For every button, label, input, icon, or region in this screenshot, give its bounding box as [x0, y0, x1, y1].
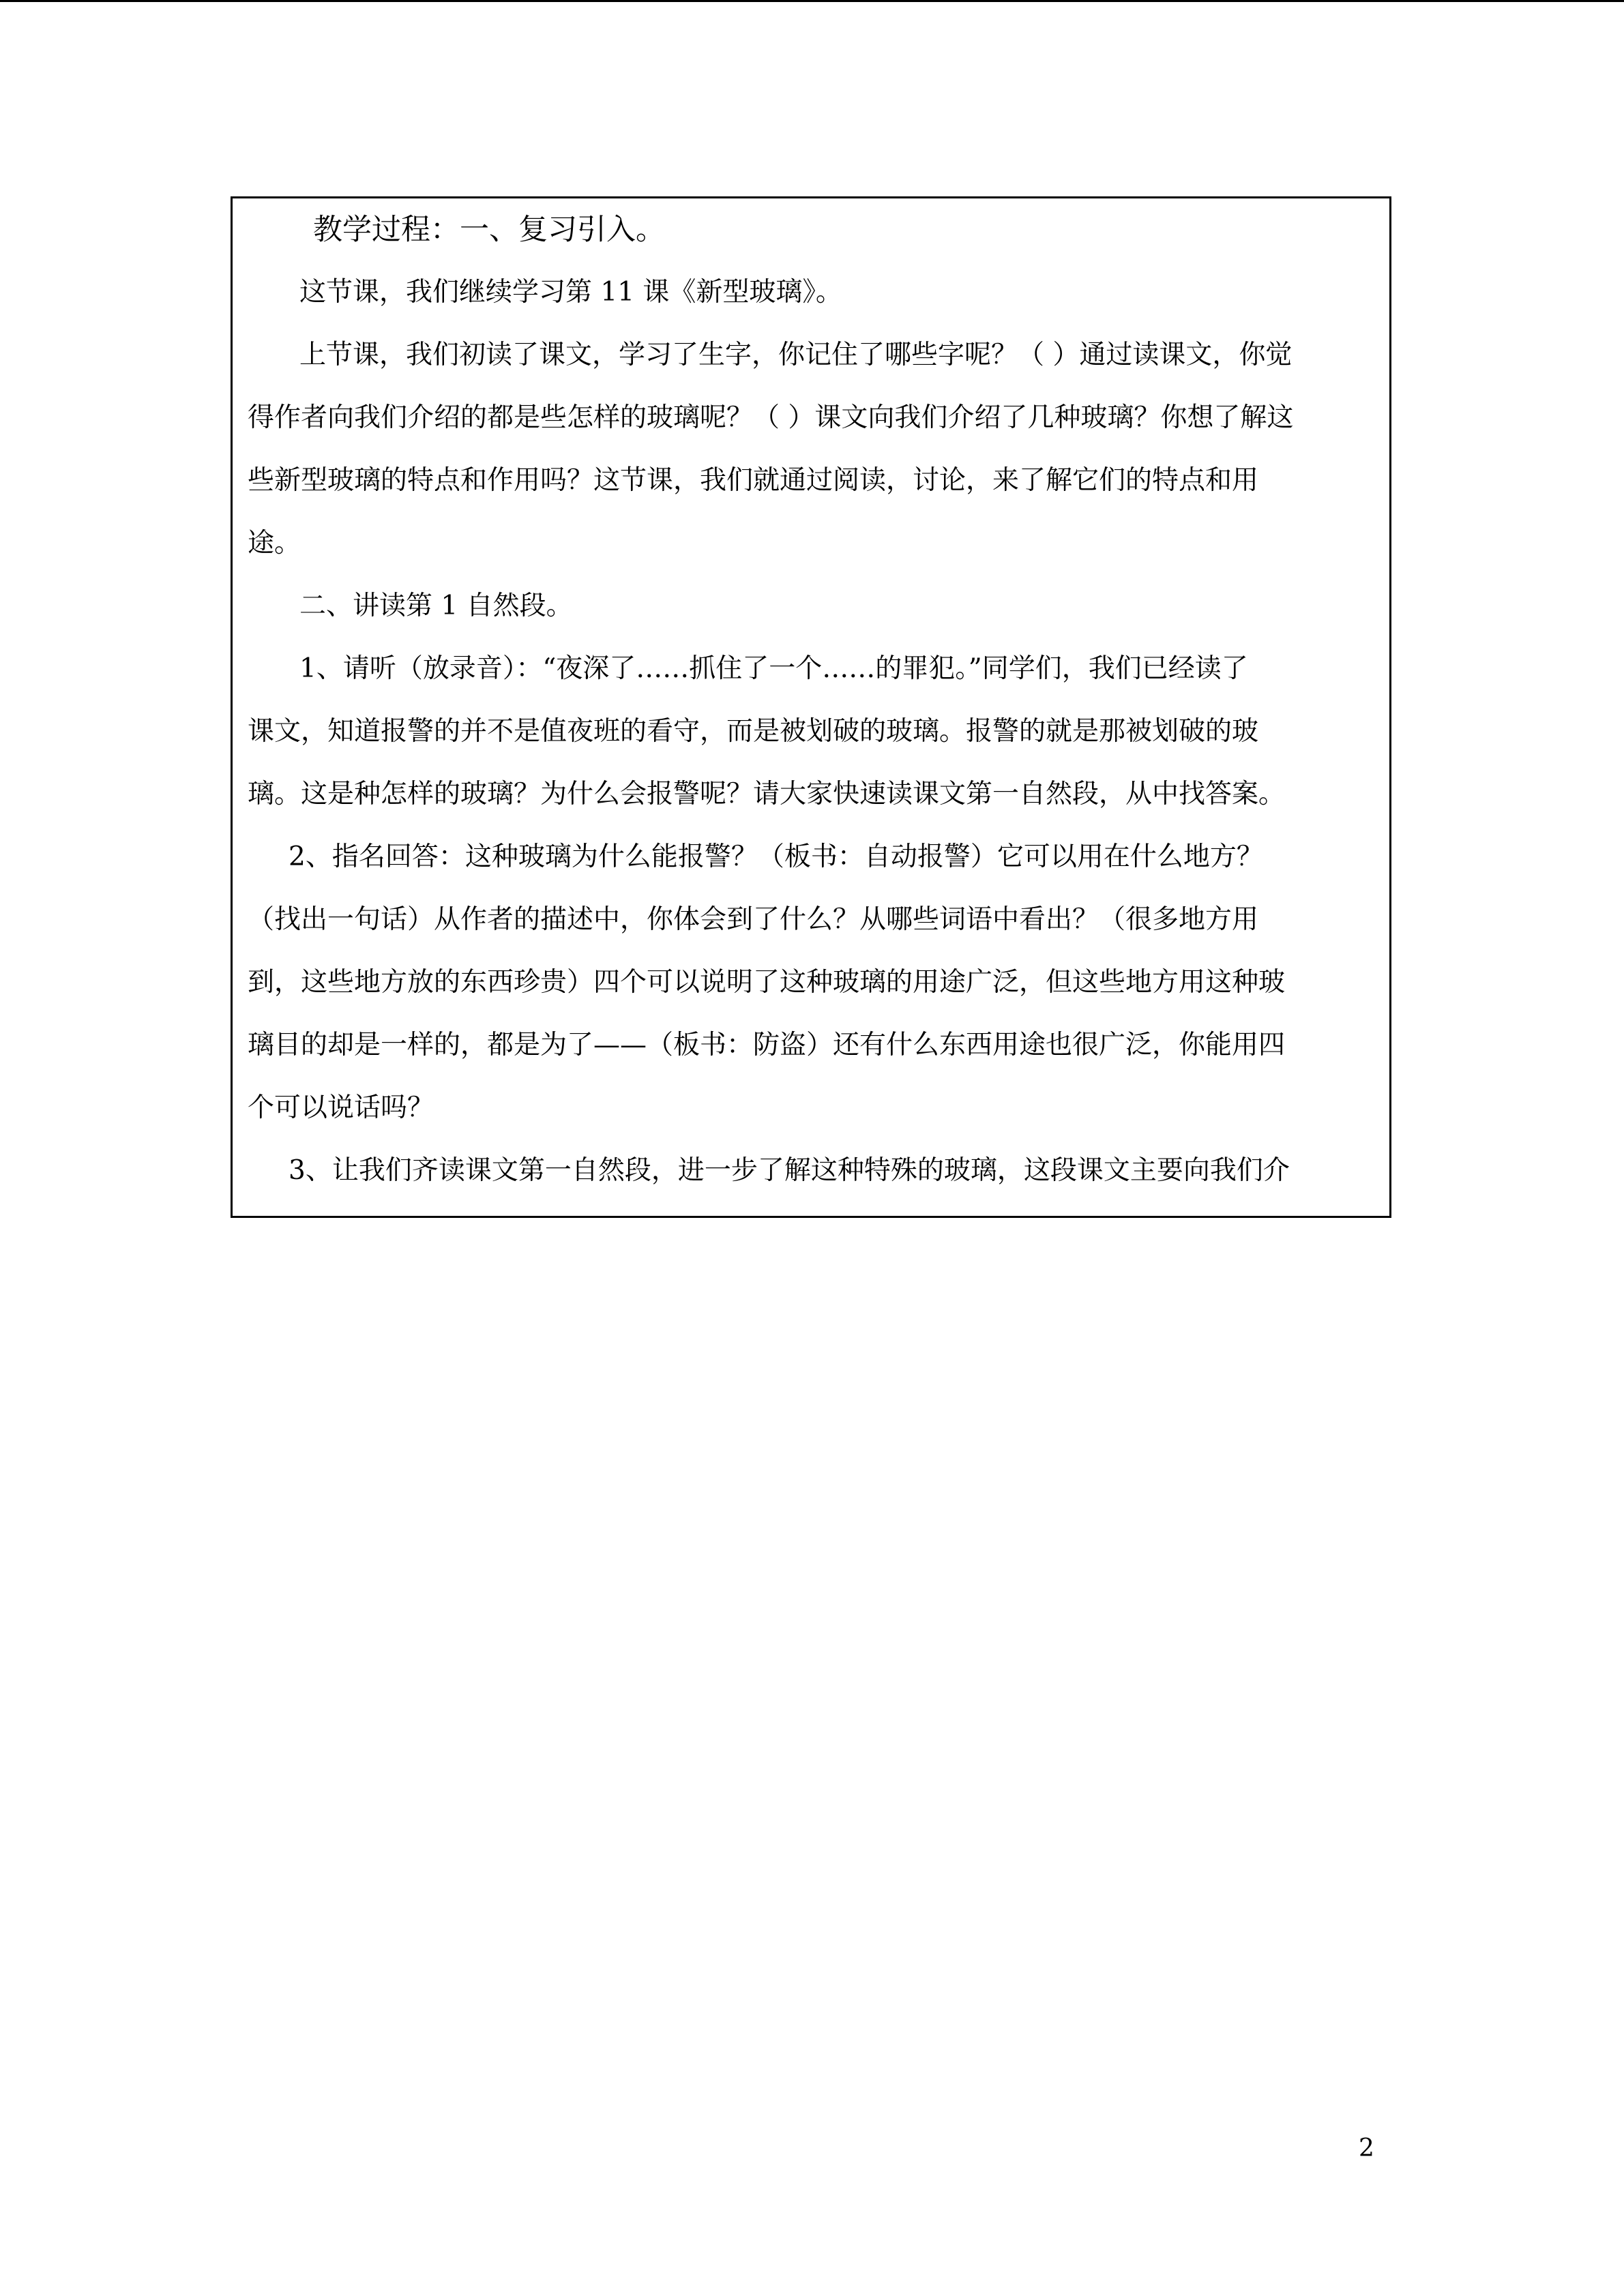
paragraph-line: 个可以说话吗？ [248, 1092, 434, 1123]
paragraph-line: 些新型玻璃的特点和作用吗？这节课，我们就通过阅读，讨论，来了解它们的特点和用 [248, 465, 1259, 496]
paragraph-line: 这节课，我们继续学习第 11 课《新型玻璃》。 [299, 277, 842, 308]
lesson-heading: 教学过程：一、复习引入。 [313, 213, 665, 247]
paragraph-line: 上节课，我们初读了课文，学习了生字，你记住了哪些字呢？（ ）通过读课文，你觉 [299, 340, 1293, 370]
paragraph-line: 璃。这是种怎样的玻璃？为什么会报警呢？请大家快速读课文第一自然段，从中找答案。 [248, 779, 1286, 809]
paragraph-line: 课文，知道报警的并不是值夜班的看守，而是被划破的玻璃。报警的就是那被划破的玻 [248, 716, 1259, 747]
paragraph-line: 3、让我们齐读课文第一自然段，进一步了解这种特殊的玻璃，这段课文主要向我们介 [289, 1155, 1290, 1186]
paragraph-line: 到，这些地方放的东西珍贵）四个可以说明了这种玻璃的用途广泛，但这些地方用这种玻 [248, 967, 1286, 998]
paragraph-line: （找出一句话）从作者的描述中，你体会到了什么？从哪些词语中看出？（很多地方用 [248, 904, 1259, 935]
paragraph-line: 2、指名回答：这种玻璃为什么能报警？（板书：自动报警）它可以用在什么地方？ [289, 841, 1263, 872]
paragraph-line: 途。 [248, 528, 301, 558]
paragraph-line: 得作者向我们介绍的都是些怎样的玻璃呢？（ ）课文向我们介绍了几种玻璃？你想了解这 [248, 402, 1294, 433]
paragraph-line: 1、请听（放录音）：“夜深了……抓住了一个……的罪犯。”同学们，我们已经读了 [299, 653, 1248, 684]
top-border-line [0, 0, 1624, 2]
section-heading: 二、讲读第 1 自然段。 [299, 591, 573, 621]
lesson-content-box [231, 196, 1391, 1218]
paragraph-line: 璃目的却是一样的，都是为了——（板书：防盗）还有什么东西用途也很广泛，你能用四 [248, 1030, 1286, 1060]
page-number: 2 [1359, 2134, 1374, 2162]
